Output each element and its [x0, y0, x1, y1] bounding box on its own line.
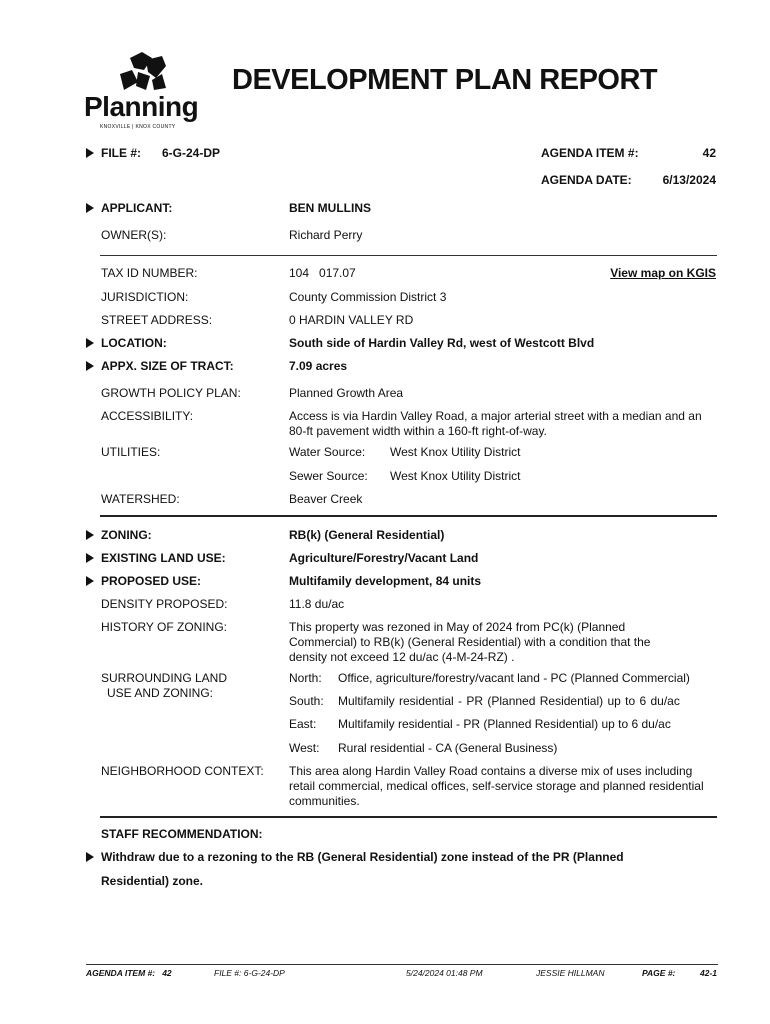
footer-divider: [86, 964, 718, 965]
neighborhood-label: NEIGHBORHOOD CONTEXT:: [101, 764, 264, 778]
zoning-value: RB(k) (General Residential): [289, 528, 445, 542]
west-value: Rural residential - CA (General Business): [338, 741, 558, 755]
jurisdiction-value: County Commission District 3: [289, 290, 447, 304]
logo-mark-icon: [112, 52, 168, 92]
applicant-value: BEN MULLINS: [289, 201, 371, 215]
tax-id-label: TAX ID NUMBER:: [101, 266, 198, 280]
east-value: Multifamily residential - PR (Planned Residential) up to 6 du/ac: [338, 717, 671, 731]
growth-policy-value: Planned Growth Area: [289, 386, 404, 400]
footer-timestamp: 5/24/2024 01:48 PM: [406, 968, 483, 978]
watershed-label: WATERSHED:: [101, 492, 180, 506]
tract-size-label: APPX. SIZE OF TRACT:: [101, 359, 234, 373]
zoning-label: ZONING:: [101, 528, 152, 542]
history-value: This property was rezoned in May of 2024 from PC(k) (Planned Commercial) to RB(k) (General Residential) with a condition that the density not exceed 12 du/ac (4-M-24-RZ) .: [289, 620, 651, 664]
footer-page-label: PAGE #:: [642, 968, 676, 978]
applicant-label: APPLICANT:: [101, 201, 173, 215]
existing-use-value: Agriculture/Forestry/Vacant Land: [289, 551, 479, 565]
bullet-arrow-icon: [86, 852, 94, 862]
file-value: 6-G-24-DP: [162, 146, 221, 160]
footer-file: FILE #: 6-G-24-DP: [214, 968, 285, 978]
bullet-arrow-icon: [86, 361, 94, 371]
recommendation-line-2: Residential) zone.: [101, 874, 204, 888]
footer-author: JESSIE HILLMAN: [536, 968, 605, 978]
proposed-use-value: Multifamily development, 84 units: [289, 574, 482, 588]
street-address-value: 0 HARDIN VALLEY RD: [289, 313, 414, 327]
accessibility-value: Access is via Hardin Valley Road, a major arterial street with a median and an 80-ft pavement width within a 160-ft right-of-way.: [289, 409, 702, 438]
north-label: North:: [289, 671, 322, 685]
file-label: FILE #:: [101, 146, 142, 160]
sewer-source-label: Sewer Source:: [289, 469, 368, 483]
tax-id-value: 104 017.07: [289, 266, 356, 280]
bullet-arrow-icon: [86, 203, 94, 213]
bullet-arrow-icon: [86, 553, 94, 563]
utilities-label: UTILITIES:: [101, 445, 161, 459]
page-title: DEVELOPMENT PLAN REPORT: [232, 64, 658, 96]
south-label: South:: [289, 694, 324, 708]
owner-value: Richard Perry: [289, 228, 363, 242]
divider: [100, 255, 717, 256]
water-source-label: Water Source:: [289, 445, 366, 459]
bullet-arrow-icon: [86, 530, 94, 540]
bullet-arrow-icon: [86, 576, 94, 586]
agenda-date-value: 6/13/2024: [662, 173, 716, 187]
agenda-item-value: 42: [702, 146, 716, 160]
location-label: LOCATION:: [101, 336, 167, 350]
east-label: East:: [289, 717, 317, 731]
north-value: Office, agriculture/forestry/vacant land - PC (Planned Commercial): [338, 671, 690, 685]
logo-subtitle: KNOXVILLE | KNOX COUNTY: [100, 124, 176, 130]
bullet-arrow-icon: [86, 338, 94, 348]
proposed-use-label: PROPOSED USE:: [101, 574, 202, 588]
sewer-source-value: West Knox Utility District: [390, 469, 521, 483]
density-value: 11.8 du/ac: [289, 597, 345, 611]
tract-size-value: 7.09 acres: [289, 359, 348, 373]
neighborhood-value: This area along Hardin Valley Road contains a diverse mix of uses including retail commercial, medical offices, self-service storage and planned residential communities.: [289, 764, 704, 808]
divider: [100, 515, 717, 517]
agenda-item-label: AGENDA ITEM #:: [541, 146, 639, 160]
owner-label: OWNER(S):: [101, 228, 167, 242]
agenda-date-label: AGENDA DATE:: [541, 173, 632, 187]
kgis-map-link[interactable]: View map on KGIS: [610, 266, 716, 280]
existing-use-label: EXISTING LAND USE:: [101, 551, 226, 565]
history-label: HISTORY OF ZONING:: [101, 620, 228, 634]
footer-agenda-item: AGENDA ITEM #: 42: [86, 968, 172, 978]
divider: [100, 816, 717, 818]
watershed-value: Beaver Creek: [289, 492, 363, 506]
growth-policy-label: GROWTH POLICY PLAN:: [101, 386, 241, 400]
accessibility-label: ACCESSIBILITY:: [101, 409, 194, 423]
staff-recommendation-label: STAFF RECOMMENDATION:: [101, 827, 263, 841]
water-source-value: West Knox Utility District: [390, 445, 521, 459]
footer-page-value: 42-1: [699, 968, 717, 978]
south-value: Multifamily residential - PR (Planned Residential) up to 6 du/ac: [338, 694, 680, 708]
jurisdiction-label: JURISDICTION:: [101, 290, 189, 304]
west-label: West:: [289, 741, 320, 755]
recommendation-line-1: Withdraw due to a rezoning to the RB (General Residential) zone instead of the PR (Planned: [101, 850, 624, 864]
density-label: DENSITY PROPOSED:: [101, 597, 228, 611]
surrounding-label-cont: USE AND ZONING:: [107, 686, 214, 700]
logo-word: Planning: [84, 91, 199, 122]
surrounding-label: SURROUNDING LAND: [101, 671, 228, 685]
location-value: South side of Hardin Valley Rd, west of Westcott Blvd: [289, 336, 595, 350]
street-address-label: STREET ADDRESS:: [101, 313, 213, 327]
bullet-arrow-icon: [86, 148, 94, 158]
